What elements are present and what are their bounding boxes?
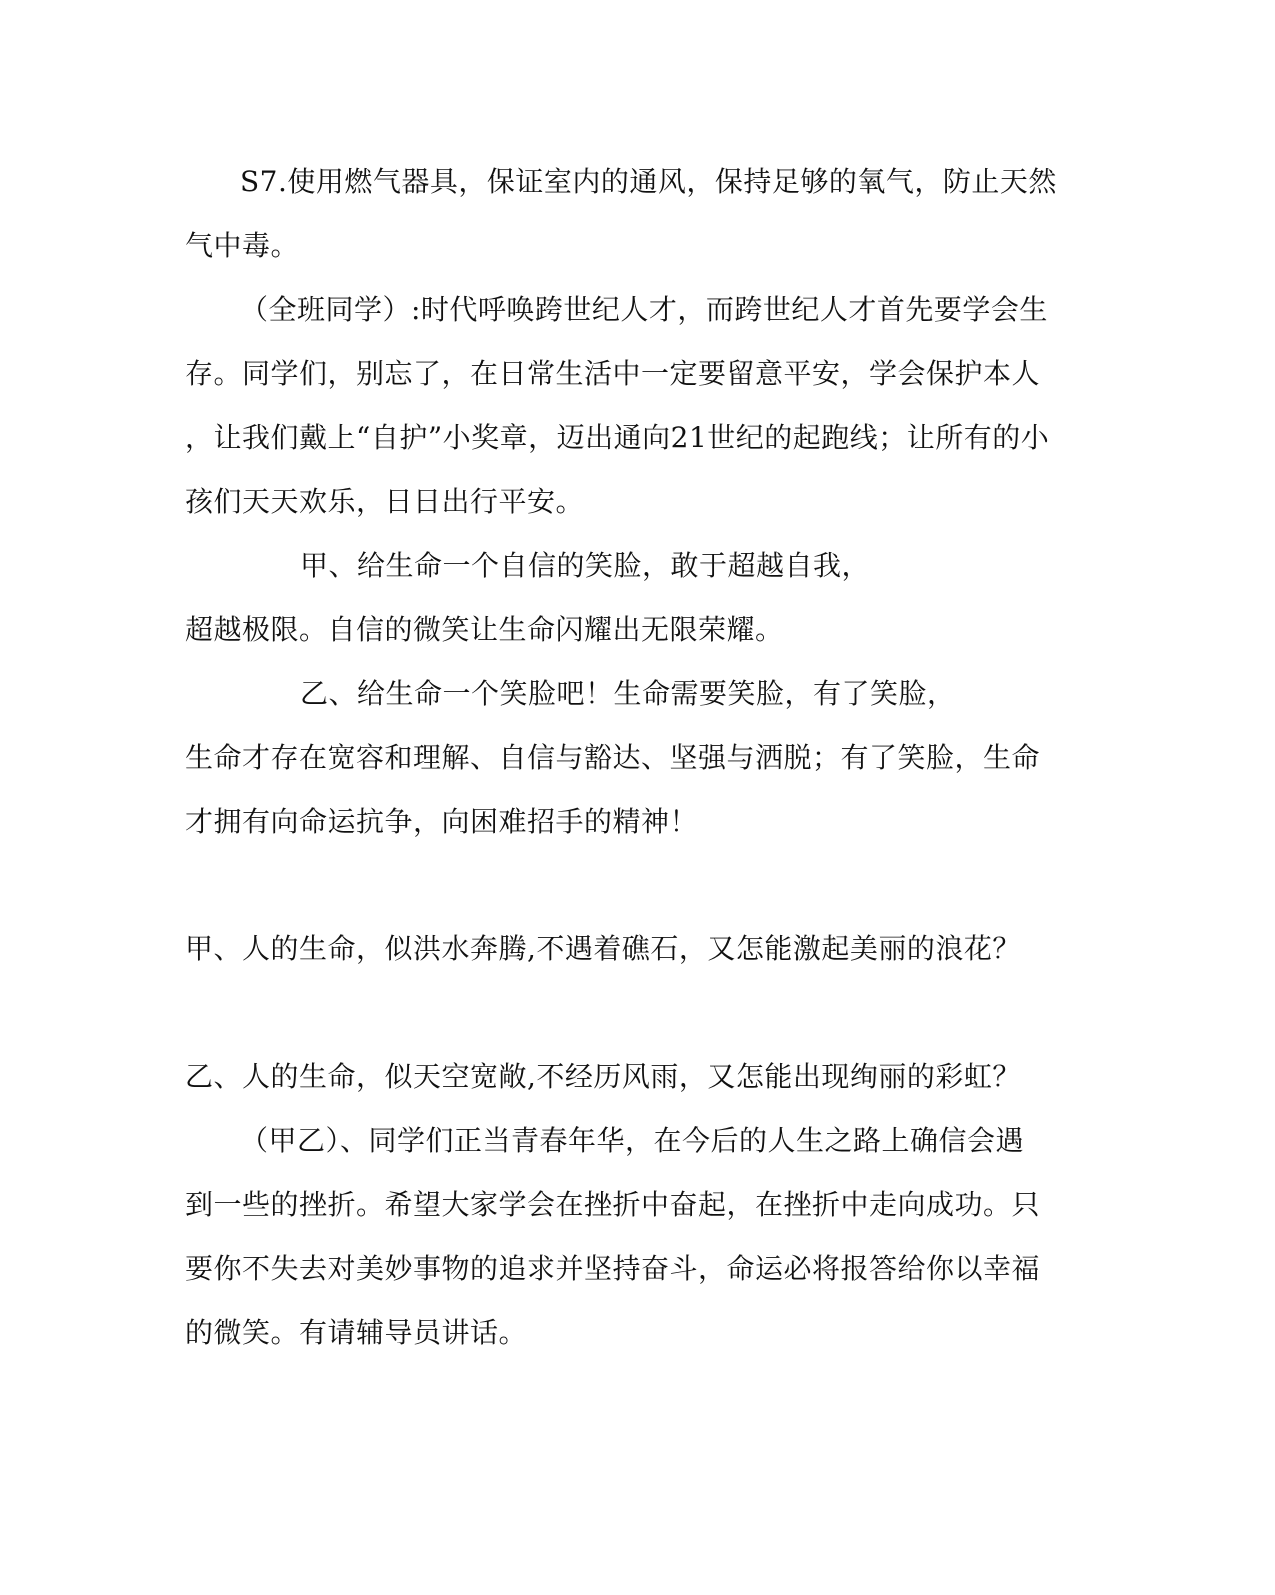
text-line: 的微笑。有请辅导员讲话。 bbox=[185, 1316, 528, 1349]
text-line: ，让我们戴上“自护”小奖章，迈出通向21世纪的起跑线；让所有的小 bbox=[185, 421, 1050, 454]
text-line: （全班同学）:时代呼唤跨世纪人才，而跨世纪人才首先要学会生 bbox=[240, 293, 1048, 326]
text-line: 存。同学们，别忘了，在日常生活中一定要留意平安，学会保护本人 bbox=[185, 357, 1041, 390]
text-line: 甲、给生命一个自信的笑脸，敢于超越自我， bbox=[300, 549, 871, 582]
text-line: 乙、给生命一个笑脸吧！生命需要笑脸，有了笑脸， bbox=[300, 677, 956, 710]
text-line: 才拥有向命运抗争，向困难招手的精神！ bbox=[185, 805, 699, 838]
text-line: 乙、人的生命，似天空宽敞,不经历风雨，又怎能出现绚丽的彩虹？ bbox=[185, 1060, 1021, 1093]
text-line: 要你不失去对美妙事物的追求并坚持奋斗，命运必将报答给你以幸福 bbox=[185, 1252, 1041, 1285]
text-line: 生命才存在宽容和理解、自信与豁达、坚强与洒脱；有了笑脸，生命 bbox=[185, 741, 1041, 774]
text-line: 甲、人的生命，似洪水奔腾,不遇着礁石，又怎能激起美丽的浪花？ bbox=[185, 932, 1021, 965]
text-line: 超越极限。自信的微笑让生命闪耀出无限荣耀。 bbox=[185, 613, 784, 646]
text-line: （甲乙）、同学们正当青春年华，在今后的人生之路上确信会遇 bbox=[240, 1124, 1025, 1157]
text-line: S7.使用燃气器具，保证室内的通风，保持足够的氧气，防止天然 bbox=[240, 165, 1057, 198]
text-line: 到一些的挫折。希望大家学会在挫折中奋起，在挫折中走向成功。只 bbox=[185, 1188, 1041, 1221]
text-line: 气中毒。 bbox=[185, 229, 300, 262]
text-line: 孩们天天欢乐，日日出行平安。 bbox=[185, 485, 585, 518]
